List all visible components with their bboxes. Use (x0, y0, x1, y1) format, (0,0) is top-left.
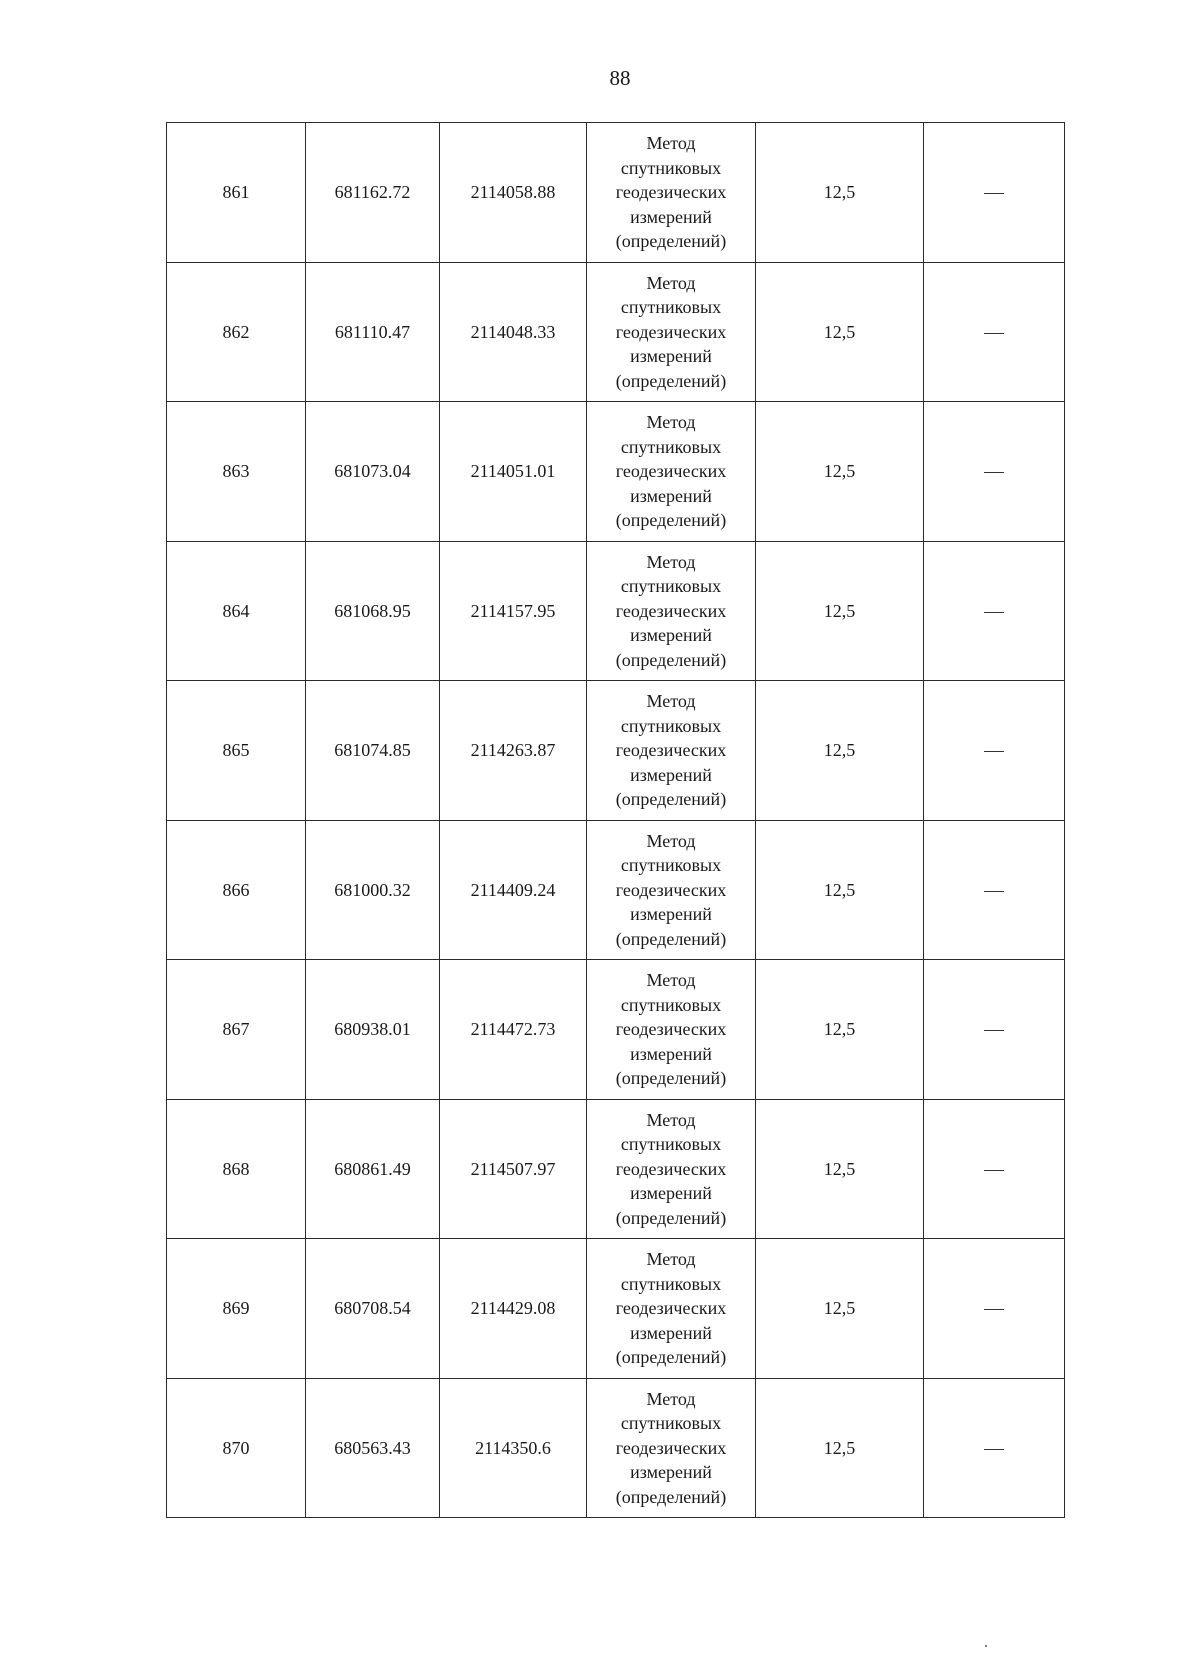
point-number-cell: 866 (167, 820, 306, 960)
method-line: (определений) (615, 1486, 727, 1507)
method-cell (587, 1099, 756, 1239)
scan-speck (985, 1645, 987, 1647)
y-coordinate-cell: 2114058.88 (440, 123, 587, 263)
y-coordinate-cell: 2114350.6 (440, 1378, 587, 1518)
method-line: геодезических (615, 461, 727, 481)
method-cell (587, 681, 756, 821)
method-line: геодезических (615, 879, 727, 900)
method-line: геодезических (615, 321, 727, 342)
table-row (167, 1099, 1065, 1239)
method-line: измерений (630, 764, 712, 785)
method-line: измерений (630, 206, 712, 227)
dash-mark (984, 751, 1004, 752)
method-line: спутниковых (620, 297, 722, 317)
method-line: измерений (630, 485, 712, 506)
table-row (167, 123, 1065, 263)
method-line: измерений (630, 625, 712, 645)
x-coordinate-cell: 681110.47 (306, 262, 440, 402)
table-row (167, 960, 1065, 1100)
y-coordinate-cell: 2114051.01 (440, 402, 587, 542)
table-row (167, 262, 1065, 402)
method-line: Метод (646, 1109, 696, 1130)
method-line: спутниковых (620, 715, 722, 736)
dash-mark (984, 193, 1004, 194)
method-line: геодезических (615, 740, 727, 760)
method-line: (определений) (615, 928, 727, 949)
method-line: (определений) (615, 649, 727, 670)
x-coordinate-cell: 680563.43 (306, 1378, 440, 1518)
method-line: спутниковых (620, 576, 722, 596)
dash-mark (984, 1449, 1004, 1450)
method-line: измерений (630, 346, 712, 366)
method-line: (определений) (615, 231, 727, 251)
method-line: Метод (646, 830, 696, 851)
method-line: измерений (630, 1322, 712, 1343)
y-coordinate-cell: 2114157.95 (440, 541, 587, 681)
dash-mark (984, 333, 1004, 334)
y-coordinate-cell: 2114263.87 (440, 681, 587, 821)
x-coordinate-cell: 681073.04 (306, 402, 440, 542)
coordinates-table (166, 122, 1065, 1518)
point-number-cell: 865 (167, 681, 306, 821)
method-line: Метод (646, 1249, 696, 1269)
note-cell (924, 402, 1065, 542)
dash-mark (984, 1170, 1004, 1171)
table-row (167, 541, 1065, 681)
method-line: геодезических (615, 600, 727, 621)
accuracy-cell: 12,5 (756, 960, 924, 1100)
method-line: (определений) (615, 1347, 727, 1367)
method-line: геодезических (615, 1019, 727, 1039)
point-number-cell: 869 (167, 1239, 306, 1379)
table-row (167, 402, 1065, 542)
method-line: Метод (646, 691, 696, 711)
method-line: (определений) (615, 789, 727, 809)
dash-mark (984, 1309, 1004, 1310)
point-number-cell: 868 (167, 1099, 306, 1239)
method-line: спутниковых (620, 157, 722, 178)
y-coordinate-cell: 2114409.24 (440, 820, 587, 960)
method-line: геодезических (615, 182, 727, 202)
point-number-cell: 864 (167, 541, 306, 681)
point-number-cell: 862 (167, 262, 306, 402)
dash-mark (984, 472, 1004, 473)
point-number-cell: 870 (167, 1378, 306, 1518)
y-coordinate-cell: 2114048.33 (440, 262, 587, 402)
x-coordinate-cell: 680938.01 (306, 960, 440, 1100)
note-cell (924, 681, 1065, 821)
method-line: Метод (646, 970, 696, 990)
x-coordinate-cell: 680861.49 (306, 1099, 440, 1239)
method-line: Метод (646, 133, 696, 153)
method-line: спутниковых (620, 1413, 722, 1433)
y-coordinate-cell: 2114429.08 (440, 1239, 587, 1379)
method-line: спутниковых (620, 1134, 722, 1154)
accuracy-cell: 12,5 (756, 1378, 924, 1518)
method-line: (определений) (615, 1068, 727, 1088)
method-line: Метод (646, 551, 696, 572)
note-cell (924, 820, 1065, 960)
table-row (167, 1378, 1065, 1518)
method-line: (определений) (615, 510, 727, 530)
note-cell (924, 1378, 1065, 1518)
page-number: 88 (609, 66, 631, 90)
accuracy-cell: 12,5 (756, 820, 924, 960)
accuracy-cell: 12,5 (756, 123, 924, 263)
table-row (167, 1239, 1065, 1379)
method-line: (определений) (615, 370, 727, 391)
x-coordinate-cell: 680708.54 (306, 1239, 440, 1379)
point-number-cell: 861 (167, 123, 306, 263)
accuracy-cell: 12,5 (756, 681, 924, 821)
accuracy-cell: 12,5 (756, 1239, 924, 1379)
dash-mark (984, 1030, 1004, 1031)
note-cell (924, 262, 1065, 402)
note-cell (924, 123, 1065, 263)
coordinates-table-body (167, 123, 1065, 1518)
x-coordinate-cell: 681074.85 (306, 681, 440, 821)
method-cell (587, 1378, 756, 1518)
method-line: спутниковых (620, 436, 722, 457)
method-cell (587, 960, 756, 1100)
point-number-cell: 863 (167, 402, 306, 542)
method-line: измерений (630, 904, 712, 924)
method-line: геодезических (615, 1158, 727, 1179)
method-line: Метод (646, 1388, 696, 1409)
method-line: измерений (630, 1043, 712, 1064)
accuracy-cell: 12,5 (756, 1099, 924, 1239)
method-cell (587, 262, 756, 402)
accuracy-cell: 12,5 (756, 402, 924, 542)
method-line: спутниковых (620, 994, 722, 1015)
x-coordinate-cell: 681000.32 (306, 820, 440, 960)
point-number-cell: 867 (167, 960, 306, 1100)
note-cell (924, 1099, 1065, 1239)
method-line: (определений) (615, 1207, 727, 1228)
y-coordinate-cell: 2114507.97 (440, 1099, 587, 1239)
method-line: Метод (646, 272, 696, 293)
dash-mark (984, 612, 1004, 613)
method-cell (587, 123, 756, 263)
y-coordinate-cell: 2114472.73 (440, 960, 587, 1100)
accuracy-cell: 12,5 (756, 541, 924, 681)
method-line: Метод (646, 412, 696, 432)
method-line: спутниковых (620, 855, 722, 875)
x-coordinate-cell: 681068.95 (306, 541, 440, 681)
dash-mark (984, 891, 1004, 892)
method-line: измерений (630, 1462, 712, 1482)
table-row (167, 681, 1065, 821)
method-cell (587, 820, 756, 960)
method-cell (587, 541, 756, 681)
method-line: измерений (630, 1183, 712, 1203)
note-cell (924, 541, 1065, 681)
method-cell (587, 402, 756, 542)
method-line: геодезических (615, 1298, 727, 1318)
table-row (167, 820, 1065, 960)
accuracy-cell: 12,5 (756, 262, 924, 402)
method-cell (587, 1239, 756, 1379)
method-line: спутниковых (620, 1273, 722, 1294)
note-cell (924, 1239, 1065, 1379)
note-cell (924, 960, 1065, 1100)
method-line: геодезических (615, 1437, 727, 1458)
x-coordinate-cell: 681162.72 (306, 123, 440, 263)
